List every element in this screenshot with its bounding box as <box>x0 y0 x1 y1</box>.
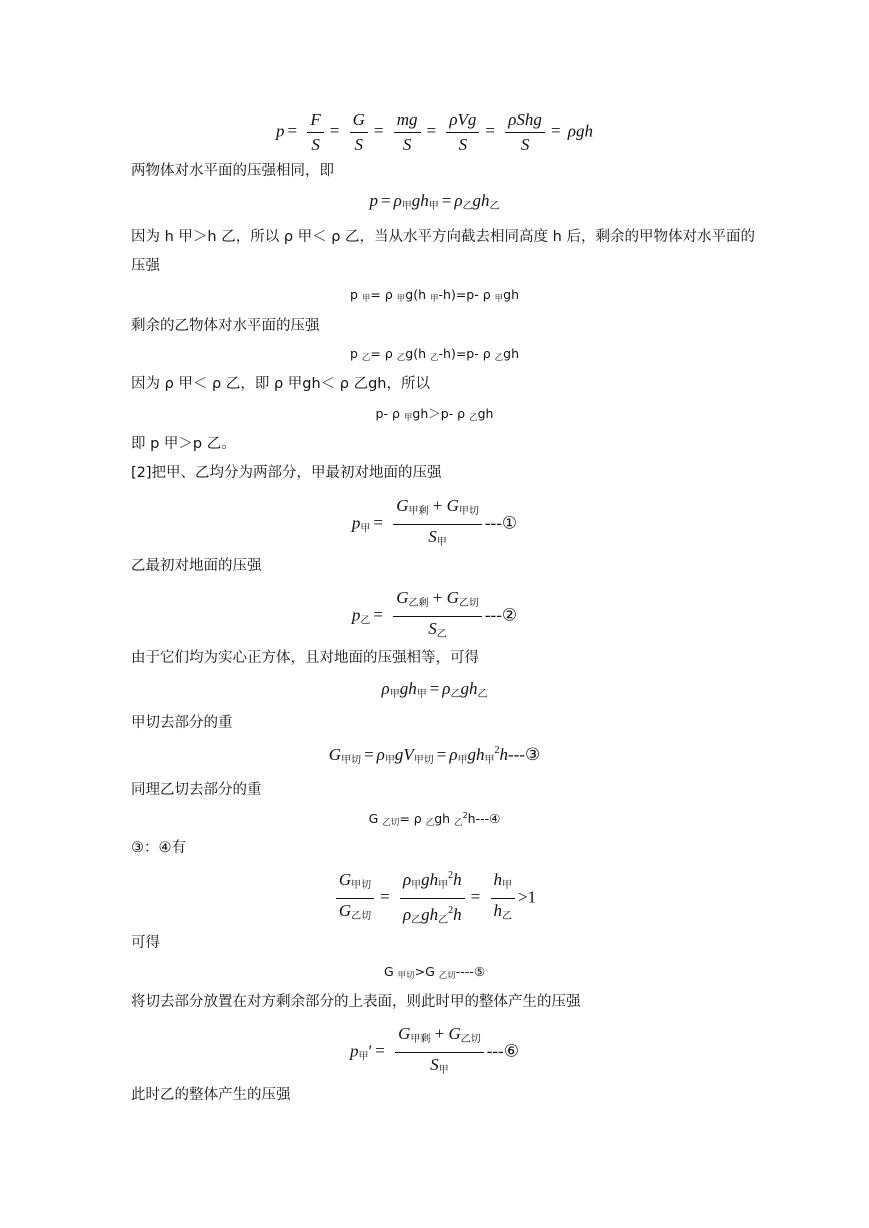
equation-remaining-jia: p 甲= ρ 甲g(h 甲-h)=p- ρ 甲gh <box>349 287 520 304</box>
text-line: 将切去部分放置在对方剩余部分的上表面，则此时甲的整体产生的压强 <box>131 994 581 1010</box>
text-line: 两物体对水平面的压强相同，即 <box>131 163 334 179</box>
equation-remaining-yi: p 乙= ρ 乙g(h 乙-h)=p- ρ 乙gh <box>349 346 520 363</box>
text-line: 此时乙的整体产生的压强 <box>131 1087 291 1103</box>
equation-jia-initial-pressure: $p_甲$ = $\frac{G_{甲剩} + G_{甲切}}{S_甲}$ ---① <box>351 496 518 548</box>
text-line: [2]把甲、乙均分为两部分，甲最初对地面的压强 <box>131 465 442 481</box>
equation-pressure-derivation: p = $\frac{F}{S}$ = $\frac{G}{S}$ = $\frac{mg}{S}$ = $\frac{\text{ρVg}}{S}$ = $\frac{\text{ρShg}}{S}$ = ρgh <box>276 110 593 154</box>
text-line: 因为 ρ 甲＜ ρ 乙，即 ρ 甲gh＜ ρ 乙gh，所以 <box>131 376 430 392</box>
equation-weight-compare: G 甲切>G 乙切----⑤ <box>383 964 486 981</box>
text-line: 乙最初对地面的压强 <box>131 558 262 574</box>
equation-jia-new-pressure: $p_甲'$ = $\frac{G_{甲剩} + G_{乙切}}{S_甲}$ ---⑥ <box>350 1024 519 1076</box>
text-line: 可得 <box>131 935 160 951</box>
marker-6: ---⑥ <box>486 1041 519 1061</box>
text-line: 同理乙切去部分的重 <box>131 782 262 798</box>
text-line: 压强 <box>131 258 160 274</box>
equation-yi-cut-weight: G 乙切= ρ 乙gh 乙$^2$h---④ <box>368 811 501 828</box>
text-line: 由于它们均为实心正方体，且对地面的压强相等，可得 <box>131 650 479 666</box>
marker-5: ----⑤ <box>455 964 486 979</box>
text-line: 即 p 甲＞p 乙。 <box>131 436 236 452</box>
equation-compare: p- ρ 甲gh＞p- ρ 乙gh <box>375 406 494 423</box>
marker-1: ---① <box>484 513 518 533</box>
text-line: 剩余的乙物体对水平面的压强 <box>131 318 320 334</box>
marker-3: ---③ <box>507 745 541 764</box>
equation-equal-pressure: $p = \rho_甲gh_甲 = \rho_乙gh_乙$ <box>369 191 500 212</box>
text-line: 因为 h 甲＞h 乙，所以 ρ 甲＜ ρ 乙，当从水平方向截去相同高度 h 后，剩余的甲物体对水平面的 <box>131 229 755 245</box>
text-line: ③：④有 <box>131 840 186 856</box>
marker-4: ---④ <box>475 811 501 826</box>
equation-yi-initial-pressure: $p_乙$ = $\frac{G_{乙剩} + G_{乙切}}{S_乙}$ ---② <box>351 588 518 640</box>
marker-2: ---② <box>484 605 518 625</box>
text-line: 甲切去部分的重 <box>131 715 233 731</box>
equation-jia-cut-weight: $G_{甲切} = \rho_甲gV_{甲切}$ = $\rho_甲gh_甲^2h---③$ <box>328 745 541 766</box>
equation-ratio: $\frac{G_{甲切}}{G_{乙切}}$ = $\frac{\rho_甲gh_甲^2h}{\rho_乙gh_乙^2h}$ = $\frac{h_甲}{h_乙}$ >1 <box>0 866 869 931</box>
equation-equal-pressure-2: $\rho_甲gh_甲 = \rho_乙gh_乙$ <box>381 679 488 700</box>
